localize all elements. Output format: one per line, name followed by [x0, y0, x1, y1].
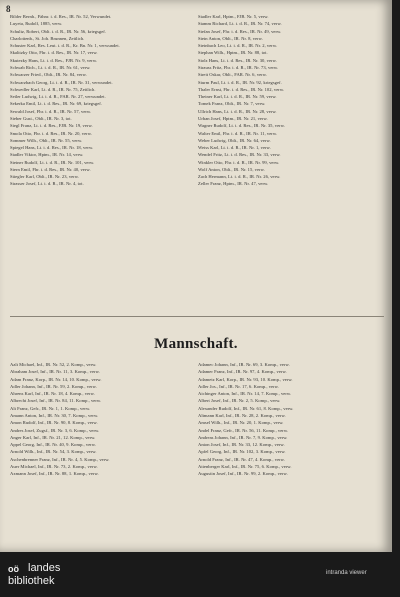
roster-entry: Arnold Wilh., Inf., IR. Nr. 54, 3. Komp., verw.: [10, 449, 97, 455]
roster-entry: Altmann Karl, Inf., IR. Nr. 28, 2. Komp., verw.: [198, 412, 286, 418]
roster-entry: Zach Hermann, Lt. i. d. R., IR. Nr. 26, verw.: [198, 174, 281, 180]
section-heading: Mannschaft.: [154, 336, 238, 352]
roster-entry: Stephan Wilh., Hptm., IR. Nr. 88, tot.: [198, 50, 268, 56]
roster-entry: Sewald Josef, Fhr. i. d. R., IR. Nr. 57, verw.: [10, 108, 92, 114]
roster-entry: Sekerka Emil, Lt. i. d. Res., IR. Nr. 69, kriegsgef.: [10, 101, 103, 107]
roster-entry: Urban Josef, Hptm., IR. Nr. 21, verw.: [198, 115, 268, 121]
roster-entry: Adamer Franz, Inf., IR. Nr. 97, 4. Komp., verw.: [198, 369, 287, 375]
roster-entry: Albert Josef, Inf., IR. Nr. 2, 5. Komp., verw.: [198, 398, 281, 404]
roster-entry: Appel Georg, Inf., IR. Nr. 40, 9. Komp., verw.: [10, 442, 97, 448]
roster-entry: Augustin Josef, Inf., IR. Nr. 99, 2. Komp., verw.: [198, 471, 288, 477]
roster-entry: Sieber Gust., Oblt., IR. Nr. 3, tot.: [10, 115, 72, 121]
roster-entry: Stadler Viktor, Hptm., IR. Nr. 14, verw.: [10, 152, 84, 158]
roster-entry: Schuster Karl, Res. Leut. i. d. R., Kr. Bn. Nr. 1, verwundet.: [10, 43, 120, 49]
roster-entry: Adler Jos., Inf., IR. Nr. 17, 6. Komp., verw.: [198, 383, 279, 389]
roster-entry: Albrecht Josef, Inf., IR. Nr. 84, 11. Komp., verw.: [10, 398, 102, 404]
roster-entry: Strauss Fritz, Fhr. i. d. R., IR. Nr. 73, verw.: [198, 64, 279, 70]
roster-entry: Schwarzer Fried., Oblt., IR. Nr. 84, verw.: [10, 72, 87, 78]
roster-entry: Stiegler Karl, Oblt., IR. Nr. 23, verw.: [10, 174, 79, 180]
roster-entry: Adamec Johann, Inf., IR. Nr. 69, 3. Komp., verw.: [198, 362, 290, 367]
roster-entry: Theiner Karl, Lt. i. d. R., IR. Nr. 59, verw.: [198, 94, 277, 100]
roster-entry: Abraham Josef, Inf., IR. Nr. 11, 3. Komp., verw.: [10, 369, 100, 375]
roster-entry: Stolz Hans, Lt. i. d. Res., IR. Nr. 30, verw.: [198, 57, 277, 63]
roster-entry: Auer Michael, Inf., IR. Nr. 73, 2. Komp., verw.: [10, 463, 98, 469]
roster-entry: Amsel Wilh., Inf., IR. Nr. 20, 1. Komp., verw.: [198, 420, 284, 426]
roster-entry: Stamm Richard, Lt. i. d. R., IR. Nr. 74, verw.: [198, 21, 282, 27]
roster-entry: Ullrich Hans, Lt. i. d. R., IR. Nr. 28, verw.: [198, 108, 277, 114]
roster-entry: Winkler Otto, Fhr. i. d. R., IR. Nr. 99, verw.: [198, 159, 280, 165]
roster-entry: Weiss Karl, Lt. i. d. R., IR. Nr. 1, verw.: [198, 145, 271, 151]
logo-mark: oö: [8, 564, 19, 574]
roster-entry: Thaler Ernst, Fhr. i. d. Res., IR. Nr. 102, verw.: [198, 86, 285, 92]
roster-entry: Sturm Paul, Lt. i. d. R., IR. Nr. 92, kriegsgef.: [198, 79, 282, 85]
roster-entry: Schwarzbach Georg, Lt. i. d. R., IR. Nr. 31, verwundet.: [10, 79, 113, 85]
roster-entry: Schwedler Karl, Lt. d. R., IR. Nr. 75, Zeitlich.: [10, 86, 96, 92]
roster-entry: Andreas Johann, Inf., IR. Nr. 7, 9. Komp., verw.: [198, 434, 288, 440]
logo-text-landes: landes: [28, 562, 61, 574]
roster-entry: Weber Ludwig, Oblt., IR. Nr. 64, verw.: [198, 137, 271, 143]
column-top-left: [10, 14, 186, 189]
roster-entry: Anger Karl, Inf., IR. Nr. 21, 12. Komp., verw.: [10, 434, 96, 440]
roster-entry: Luyeta, Rudolf, 1885, verw.: [10, 21, 63, 27]
roster-entry: Seiler Ludwig, Lt. i. d. R., FAR. Nr. 27, verwundet.: [10, 94, 106, 100]
roster-entry: Arnold Franz, Inf., IR. Nr. 47, 4. Komp., verw.: [198, 456, 285, 462]
roster-entry: Wagner Rudolf, Lt. i. d. Res., IR. Nr. 35, verw.: [198, 123, 285, 129]
roster-entry: Amon Rudolf, Inf., IR. Nr. 90, 8. Komp., verw.: [10, 420, 98, 426]
roster-entry: Charlottenb., St. Joh. Brunnen, Zeitlich.: [10, 35, 85, 41]
roster-entry: Anton Josef, Inf., IR. Nr. 33, 12. Komp., verw.: [198, 442, 285, 448]
roster-entry: Stern Emil, Fhr. i. d. Res., IR. Nr. 40, verw.: [10, 166, 91, 172]
logo-text-bibliothek: bibliothek: [8, 575, 55, 587]
roster-entry: Ahrens Karl, Inf., IR. Nr. 18, 4. Komp., verw.: [10, 391, 95, 397]
roster-entry: Alexander Rudolf, Inf., IR. Nr. 61, 8. Komp., verw.: [198, 405, 294, 411]
roster-entry: Attenberger Karl, Inf., IR. Nr. 75, 6. Komp., verw.: [198, 463, 292, 469]
roster-entry: Streit Oskar, Oblt., FAR. Nr. 6, verw.: [198, 72, 267, 78]
column-bottom-right: [198, 362, 384, 479]
roster-entry: Zeller Franz, Hptm., IR. Nr. 47, verw.: [198, 181, 269, 187]
roster-entry: Walter Emil, Fhr. i. d. R., IR. Nr. 11, verw.: [198, 130, 278, 136]
roster-entry: Adametz Karl, Korp., IR. Nr. 93, 10. Komp., verw.: [198, 376, 293, 382]
roster-entry: Steinbach Leo, Lt. i. d. R., IR. Nr. 2, verw.: [198, 43, 278, 49]
roster-entry: Schwab Rich., Lt. i. d. R., IR. Nr. 61, verw.: [10, 64, 91, 70]
roster-entry: Wendel Fritz, Lt. i. d. Res., IR. Nr. 33, verw.: [198, 152, 281, 158]
roster-entry: Andres Josef, Zugsf., IR. Nr. 3, 6. Komp., verw.: [10, 427, 100, 433]
roster-entry: Stadler Karl, Hptm., FJB. Nr. 5, verw.: [198, 14, 269, 19]
roster-entry: Skalitzky Otto, Fhr. i. d. Res., IR. Nr. 17, verw.: [10, 50, 98, 56]
roster-entry: Alt Franz, Gefr., IR. Nr. 1, 1. Komp., verw.: [10, 405, 91, 411]
roster-entry: Skutezky Hans, Lt. i. d. Res., FJB. Nr. 9, verw.: [10, 57, 98, 63]
roster-entry: Andel Franz, Gefr., IR. Nr. 56, 11. Komp., verw.: [198, 427, 289, 433]
roster-entry: Steiner Rudolf, Lt. i. d. R., IR. Nr. 101, verw.: [10, 159, 95, 165]
roster-entry: Apfel Georg, Inf., IR. Nr. 102, 3. Komp., verw.: [198, 449, 286, 455]
roster-entry: Adam Franz, Korp., IR. Nr. 14, 10. Komp., verw.: [10, 376, 102, 382]
roster-entry: Wolf Anton, Oblt., IR. Nr. 15, verw.: [198, 166, 265, 172]
section-divider: [10, 316, 384, 317]
roster-entry: Stein Anton, Oblt., IR. Nr. 8, verw.: [198, 35, 263, 41]
roster-entry: Spiegel Hans, Lt. i. d. Res., IR. Nr. 18, verw.: [10, 145, 94, 151]
column-top-right: [198, 14, 384, 189]
roster-entry: Adler Johann, Inf., IR. Nr. 59, 2. Komp., verw.: [10, 383, 97, 389]
roster-entry: Stefan Josef, Fhr. i. d. Res., IR. Nr. 49, verw.: [198, 28, 282, 34]
roster-entry: Aschenbrenner Franz, Inf., IR. Nr. 4, 5. Komp., verw.: [10, 456, 110, 462]
roster-entry: Bilder Bernh., Fähnr. i. d. Res., IR. Nr. 52, Verwundet.: [10, 14, 112, 19]
roster-entry: Sommer Wilh., Oblt., IR. Nr. 55, verw.: [10, 137, 83, 143]
roster-entry: Axmann Josef, Inf., IR. Nr. 88, 1. Komp., verw.: [10, 471, 99, 477]
roster-entry: Amann Anton, Inf., IR. Nr. 30, 7. Komp., verw.: [10, 412, 99, 418]
roster-entry: Smola Otto, Fhr. i. d. Res., IR. Nr. 20, verw.: [10, 130, 92, 136]
roster-entry: Siegl Franz, Lt. i. d. Res., FJB. Nr. 19, verw.: [10, 123, 93, 129]
roster-entry: Aichinger Anton, Inf., IR. Nr. 14, 7. Komp., verw.: [198, 391, 292, 397]
roster-entry: Tomek Franz, Oblt., IR. Nr. 7, verw.: [198, 101, 266, 107]
viewer-label: intranda viewer: [326, 570, 367, 576]
page-number: 8: [6, 4, 11, 14]
roster-entry: Strasser Josef, Lt. i. d. R., IR. Nr. 4, tot.: [10, 181, 84, 187]
column-bottom-left: [10, 362, 186, 479]
roster-entry: Aalt Michael, Inf., IR. Nr. 52, 2. Komp., verw.: [10, 362, 97, 367]
roster-entry: Schultz, Robert, Oblt. i. d. R., IR. Nr. 56, kriegsgef.: [10, 28, 107, 34]
